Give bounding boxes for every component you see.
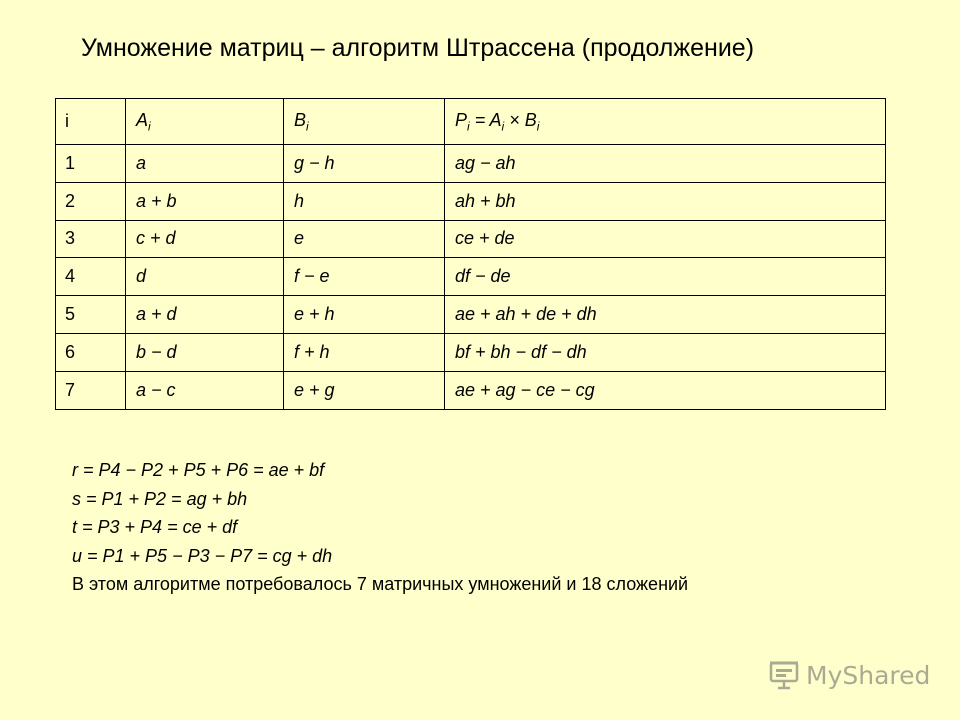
- cell-b: e: [284, 220, 445, 258]
- cell-p: ah + bh: [445, 182, 886, 220]
- header-i-text: i: [65, 111, 69, 131]
- table-row: [56, 333, 886, 371]
- header-a-sub: i: [148, 119, 151, 134]
- cell-a: c + d: [126, 220, 284, 258]
- formula-t: t = P3 + P4 = ce + df: [72, 517, 238, 537]
- cell-p: ag − ah: [445, 145, 886, 183]
- header-p-sub1: i: [467, 119, 470, 134]
- table-row: [56, 182, 886, 220]
- presentation-board-icon: [768, 659, 800, 691]
- table-row: [56, 296, 886, 334]
- header-b-base: B: [294, 109, 307, 130]
- cell-a: b − d: [126, 333, 284, 371]
- header-p: [445, 99, 886, 145]
- table-row: [56, 145, 886, 183]
- header-p-sub2: i: [501, 119, 505, 134]
- cell-b: e + g: [284, 371, 445, 409]
- cell-b: f − e: [284, 258, 445, 296]
- watermark-text: MyShared: [806, 660, 931, 690]
- header-p-mid: = A: [469, 109, 502, 130]
- table-row: [56, 220, 886, 258]
- header-i: [56, 99, 126, 145]
- header-a: [126, 99, 284, 145]
- cell-a: a: [126, 145, 284, 183]
- cell-i: 1: [56, 145, 126, 183]
- table-row: [56, 371, 886, 409]
- cell-p: ae + ah + de + dh: [445, 296, 886, 334]
- conclusion-text: В этом алгоритме потребовалось 7 матричных умножений и 18 сложений: [72, 574, 689, 594]
- cell-b: f + h: [284, 333, 445, 371]
- header-p-times: × B: [504, 109, 537, 130]
- cell-b: e + h: [284, 296, 445, 334]
- cell-i: 6: [56, 333, 126, 371]
- header-a-base: A: [136, 109, 149, 130]
- cell-a: a + d: [126, 296, 284, 334]
- table-header-row: [56, 99, 886, 145]
- table-row: [56, 258, 886, 296]
- cell-p: ae + ag − ce − cg: [445, 371, 886, 409]
- header-p-base: P: [455, 109, 468, 130]
- cell-i: 5: [56, 296, 126, 334]
- myshared-watermark: [768, 658, 938, 692]
- strassen-products-table: [55, 98, 886, 410]
- cell-p: df − de: [445, 258, 886, 296]
- header-b: [284, 99, 445, 145]
- cell-i: 3: [56, 220, 126, 258]
- cell-p: ce + de: [445, 220, 886, 258]
- result-formulas: [72, 456, 688, 599]
- cell-b: g − h: [284, 145, 445, 183]
- cell-i: 7: [56, 371, 126, 409]
- cell-a: d: [126, 258, 284, 296]
- cell-b: h: [284, 182, 445, 220]
- cell-a: a − c: [126, 371, 284, 409]
- header-b-sub: i: [306, 119, 309, 134]
- cell-i: 4: [56, 258, 126, 296]
- cell-i: 2: [56, 182, 126, 220]
- cell-p: bf + bh − df − dh: [445, 333, 886, 371]
- formula-s: s = P1 + P2 = ag + bh: [72, 488, 248, 509]
- header-p-sub3: i: [536, 119, 540, 134]
- formula-r: r = P4 − P2 + P5 + P6 = ae + bf: [72, 460, 325, 480]
- cell-a: a + b: [126, 182, 284, 220]
- formula-u: u = P1 + P5 − P3 − P7 = cg + dh: [72, 545, 333, 566]
- slide-title: Умножение матриц – алгоритм Штрассена (продолжение): [81, 34, 755, 62]
